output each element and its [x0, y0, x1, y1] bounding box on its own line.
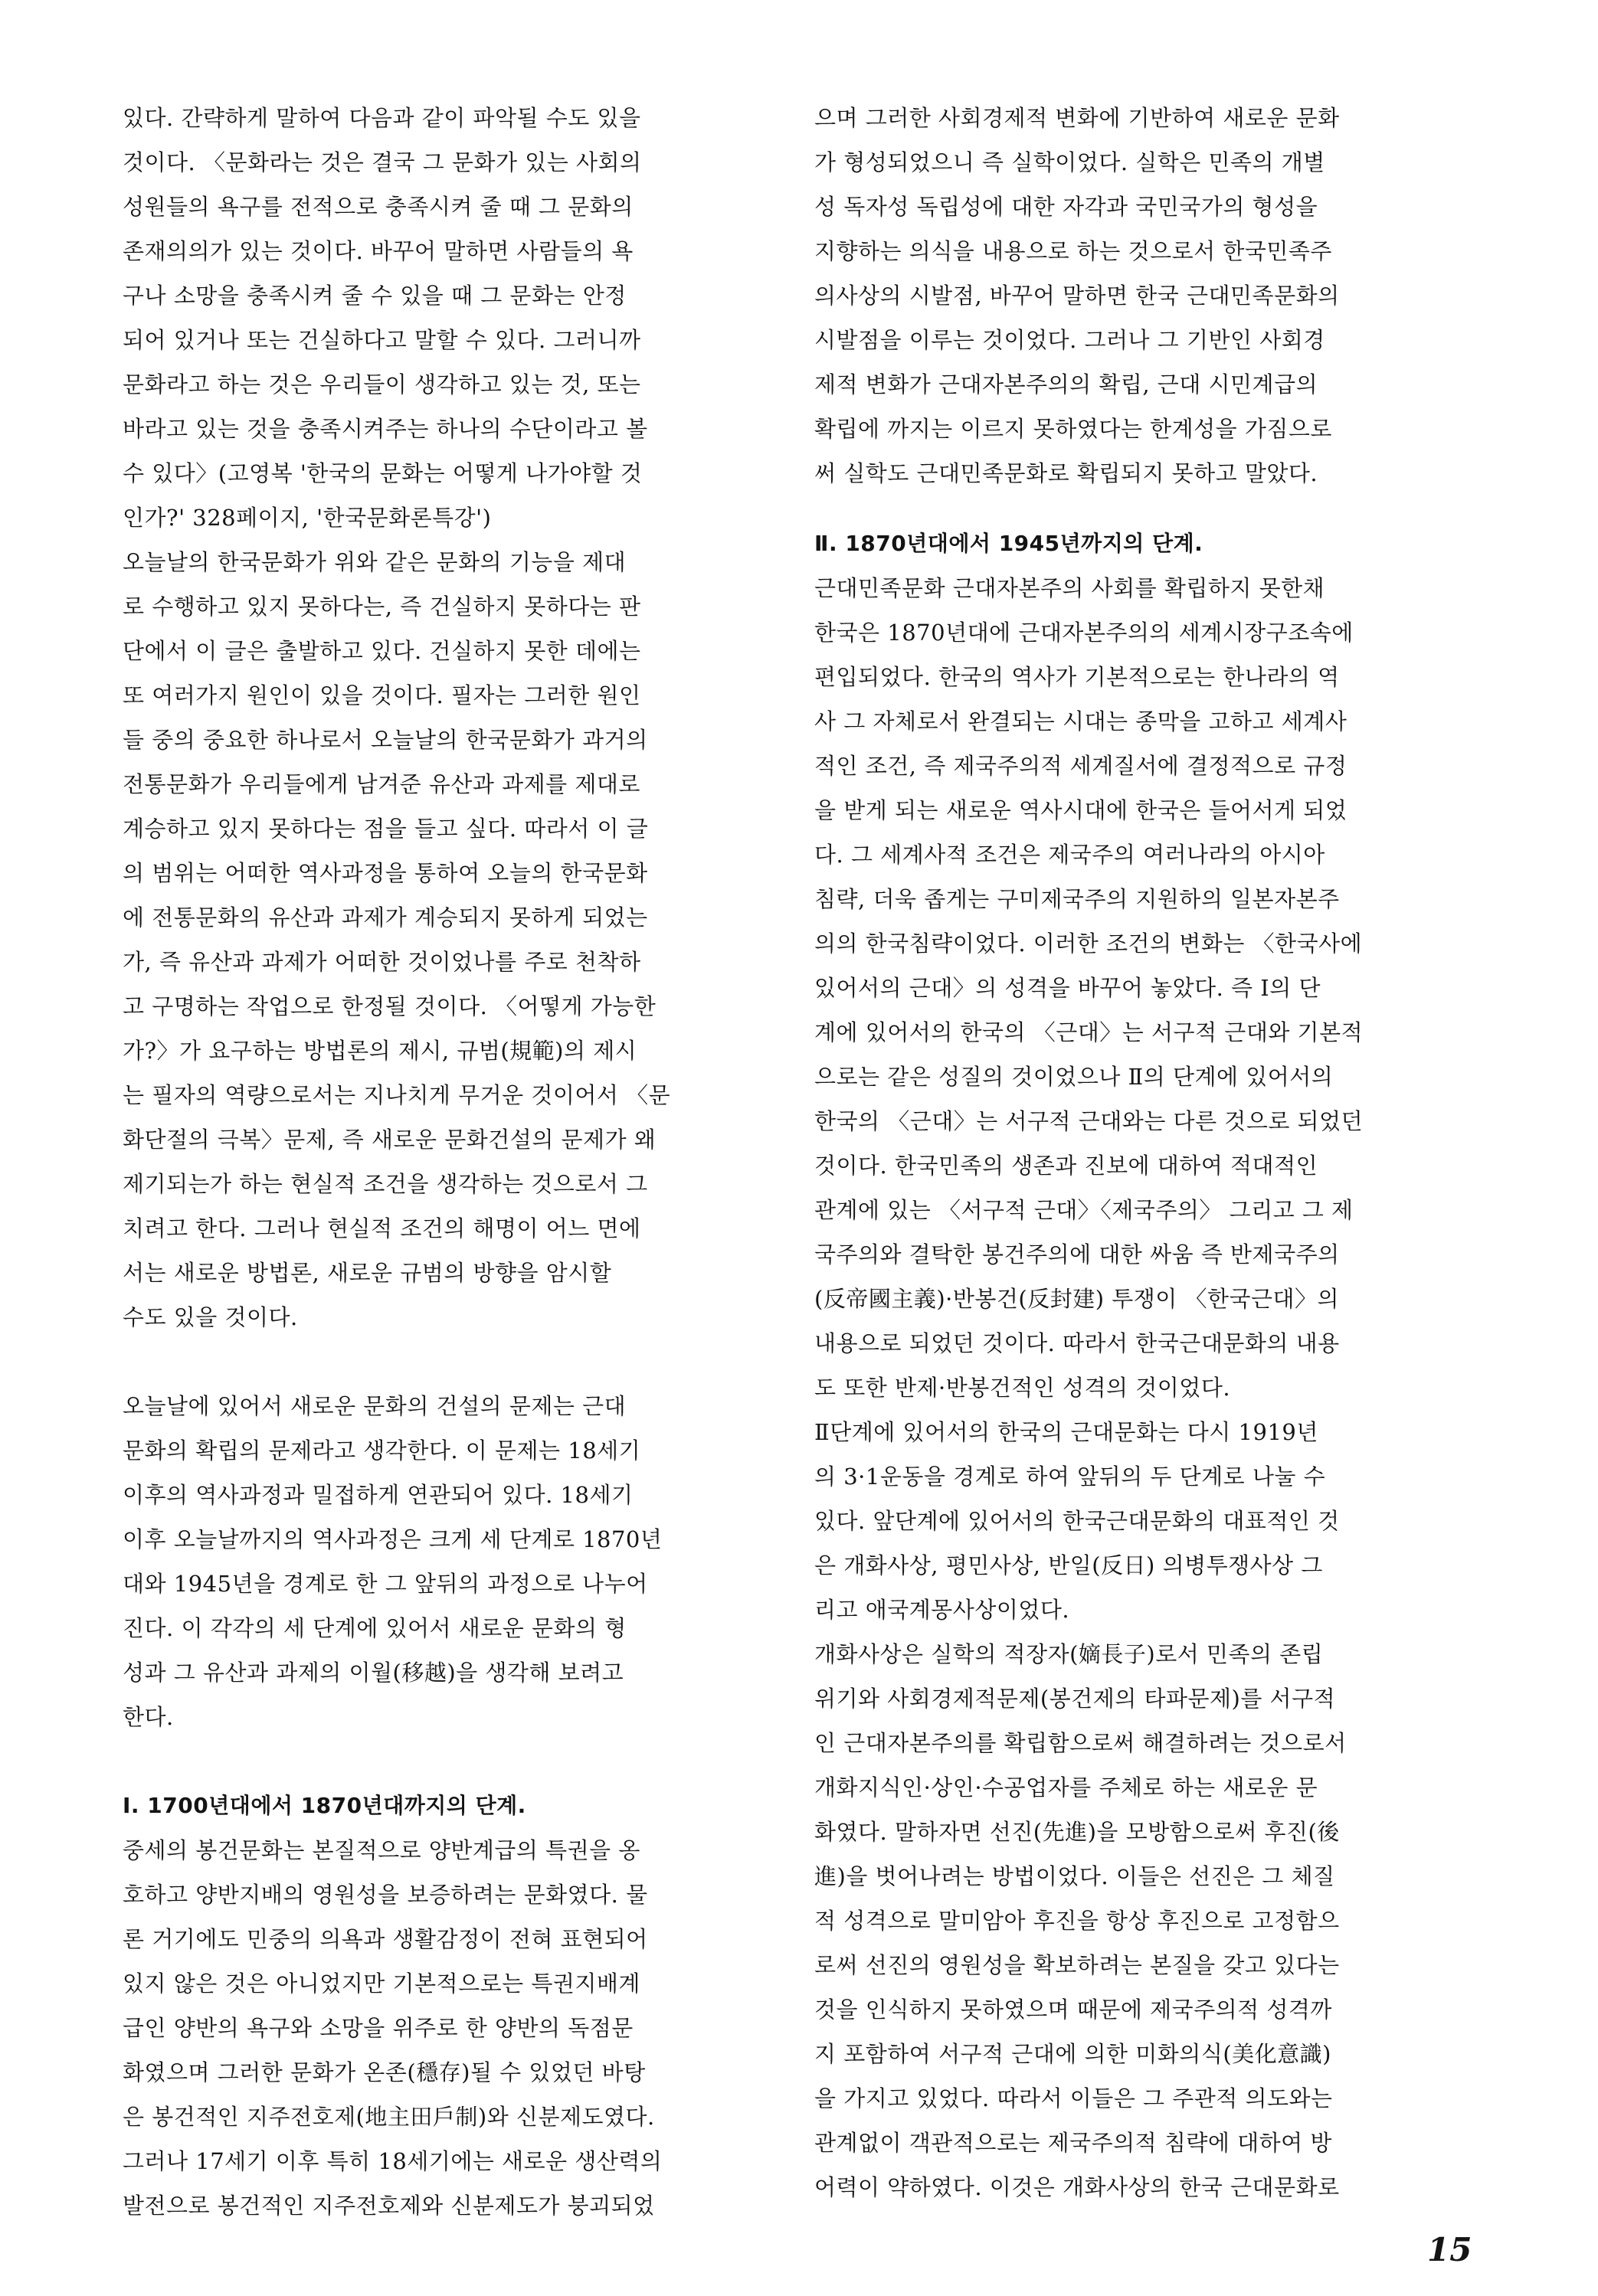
text-line: 는 필자의 역량으로서는 지나치게 무거운 것이어서 〈문 [123, 1082, 671, 1108]
text-line: 중세의 봉건문화는 본질적으로 양반계급의 특권을 옹 [123, 1837, 640, 1863]
text-line: 전통문화가 우리들에게 남겨준 유산과 과제를 제대로 [123, 771, 640, 797]
right-paragraph-4 [814, 1632, 1508, 2209]
text-line: 편입되었다. 한국의 역사가 기본적으로는 한나라의 역 [814, 664, 1340, 690]
text-line: 은 봉건적인 지주전호제(地主田戶制)와 신분제도였다. [123, 2104, 655, 2130]
text-line: 계승하고 있지 못하다는 점을 들고 싶다. 따라서 이 글 [123, 816, 649, 842]
left-paragraph-3 [123, 1384, 816, 1739]
left-paragraph-2 [123, 540, 816, 1339]
right-column [814, 96, 1508, 2209]
text-line: 로 수행하고 있지 못하다는, 즉 건실하지 못하다는 판 [123, 594, 641, 620]
text-line: 로써 선진의 영원성을 확보하려는 본질을 갖고 있다는 [814, 1952, 1340, 1978]
text-line: 계에 있어서의 한국의 〈근대〉는 서구적 근대와 기본적 [814, 1019, 1364, 1045]
text-line: 의 3·1운동을 경계로 하여 앞뒤의 두 단계로 나눌 수 [814, 1464, 1326, 1490]
text-line: 인가?' 328페이지, '한국문화론특강') [123, 505, 492, 531]
text-line: 급인 양반의 욕구와 소망을 위주로 한 양반의 독점문 [123, 2015, 634, 2041]
text-line: 성 독자성 독립성에 대한 자각과 국민국가의 형성을 [814, 194, 1318, 220]
text-line: 은 개화사상, 평민사상, 반일(反日) 의병투쟁사상 그 [814, 1552, 1323, 1578]
text-line: 들 중의 중요한 하나로서 오늘날의 한국문화가 과거의 [123, 727, 648, 753]
text-line: 또 여러가지 원인이 있을 것이다. 필자는 그러한 원인 [123, 682, 641, 708]
text-line: 적인 조건, 즉 제국주의적 세계질서에 결정적으로 규정 [814, 753, 1347, 779]
text-line: 에 전통문화의 유산과 과제가 계승되지 못하게 되었는 [123, 904, 648, 931]
text-line: 구나 소망을 충족시켜 줄 수 있을 때 그 문화는 안정 [123, 283, 627, 309]
text-line: 지향하는 의식을 내용으로 하는 것으로서 한국민족주 [814, 238, 1332, 264]
text-line: 단에서 이 글은 출발하고 있다. 건실하지 못한 데에는 [123, 638, 641, 664]
text-line: 적 성격으로 말미암아 후진을 항상 후진으로 고정함으 [814, 1908, 1340, 1934]
text-line: (反帝國主義)·반봉건(反封建) 투쟁이 〈한국근대〉의 [814, 1286, 1340, 1312]
text-line: 존재의의가 있는 것이다. 바꾸어 말하면 사람들의 욕 [123, 238, 634, 264]
text-line: 이후의 역사과정과 밀접하게 연관되어 있다. 18세기 [123, 1482, 634, 1508]
text-line: 화단절의 극복〉문제, 즉 새로운 문화건설의 문제가 왜 [123, 1127, 657, 1153]
text-line: 것이다. 〈문화라는 것은 결국 그 문화가 있는 사회의 [123, 149, 642, 175]
text-line: 호하고 양반지배의 영원성을 보증하려는 문화였다. 물 [123, 1882, 648, 1908]
text-line: 을 가지고 있었다. 따라서 이들은 그 주관적 의도와는 [814, 2085, 1333, 2111]
text-line: 제기되는가 하는 현실적 조건을 생각하는 것으로서 그 [123, 1171, 648, 1197]
text-line: 이후 오늘날까지의 역사과정은 크게 세 단계로 1870년 [123, 1526, 663, 1552]
text-line: 지 포함하여 서구적 근대에 의한 미화의식(美化意識) [814, 2041, 1331, 2067]
text-line: 으며 그러한 사회경제적 변화에 기반하여 새로운 문화 [814, 105, 1340, 131]
text-line: 발전으로 봉건적인 지주전호제와 신분제도가 붕괴되었 [123, 2193, 655, 2219]
text-line: Ⅱ단계에 있어서의 한국의 근대문화는 다시 1919년 [814, 1419, 1318, 1445]
text-line: 진다. 이 각각의 세 단계에 있어서 새로운 문화의 형 [123, 1615, 627, 1641]
text-line: 있어서의 근대〉의 성격을 바꾸어 놓았다. 즉 Ⅰ의 단 [814, 975, 1321, 1001]
text-line: 그러나 17세기 이후 특히 18세기에는 새로운 생산력의 [123, 2148, 663, 2174]
text-line: 치려고 한다. 그러나 현실적 조건의 해명이 어느 면에 [123, 1215, 641, 1241]
text-line: 개화사상은 실학의 적장자(嫡長子)로서 민족의 존립 [814, 1641, 1324, 1667]
text-line: 의의 한국침략이었다. 이러한 조건의 변화는 〈한국사에 [814, 931, 1363, 957]
text-line: 을 받게 되는 새로운 역사시대에 한국은 들어서게 되었 [814, 797, 1347, 823]
text-line: 시발점을 이루는 것이었다. 그러나 그 기반인 사회경 [814, 327, 1325, 353]
text-line: 으로는 같은 성질의 것이었으나 Ⅱ의 단계에 있어서의 [814, 1064, 1334, 1090]
text-line: 오늘날에 있어서 새로운 문화의 건설의 문제는 근대 [123, 1393, 627, 1419]
text-line: 문화의 확립의 문제라고 생각한다. 이 문제는 18세기 [123, 1437, 641, 1464]
text-line: 대와 1945년을 경계로 한 그 앞뒤의 과정으로 나누어 [123, 1571, 648, 1597]
text-line: 내용으로 되었던 것이다. 따라서 한국근대문화의 내용 [814, 1330, 1340, 1356]
text-line: 바라고 있는 것을 충족시켜주는 하나의 수단이라고 볼 [123, 416, 648, 442]
text-line: 의 범위는 어떠한 역사과정을 통하여 오늘의 한국문화 [123, 860, 648, 886]
text-line: 수 있다〉(고영복 '한국의 문화는 어떻게 나가야할 것 [123, 460, 643, 486]
text-line: 한국은 1870년대에 근대자본주의의 세계시장구조속에 [814, 620, 1354, 646]
left-column [123, 96, 816, 2228]
text-line: 의사상의 시발점, 바꾸어 말하면 한국 근대민족문화의 [814, 283, 1340, 309]
text-line: 수도 있을 것이다. [123, 1304, 298, 1330]
text-line: 사 그 자체로서 완결되는 시대는 종막을 고하고 세계사 [814, 708, 1347, 734]
text-line: 고 구명하는 작업으로 한정될 것이다. 〈어떻게 가능한 [123, 993, 657, 1019]
paragraph-gap [123, 1739, 816, 1784]
text-line: 오늘날의 한국문화가 위와 같은 문화의 기능을 제대 [123, 549, 627, 575]
text-line: 개화지식인·상인·수공업자를 주체로 하는 새로운 문 [814, 1774, 1318, 1800]
text-line: 가, 즉 유산과 과제가 어떠한 것이었나를 주로 천착하 [123, 949, 641, 975]
text-line: 되어 있거나 또는 건실하다고 말할 수 있다. 그러니까 [123, 327, 641, 353]
text-line: 국주의와 결탁한 봉건주의에 대한 싸움 즉 반제국주의 [814, 1241, 1340, 1267]
text-line: 있다. 앞단계에 있어서의 한국근대문화의 대표적인 것 [814, 1508, 1340, 1534]
text-line: 제적 변화가 근대자본주의의 확립, 근대 시민계급의 [814, 371, 1318, 397]
left-paragraph-4 [123, 1828, 816, 2228]
text-line: 한다. [123, 1704, 174, 1730]
text-line: 론 거기에도 민중의 의욕과 생활감정이 전혀 표현되어 [123, 1926, 648, 1952]
text-line: 침략, 더욱 좁게는 구미제국주의 지원하의 일본자본주 [814, 886, 1340, 912]
text-line: 써 실학도 근대민족문화로 확립되지 못하고 말았다. [814, 460, 1318, 486]
text-line: 있지 않은 것은 아니었지만 기본적으로는 특권지배계 [123, 1971, 640, 1997]
text-line: 화였으며 그러한 문화가 온존(穩存)될 수 있었던 바탕 [123, 2059, 646, 2085]
right-paragraph-3 [814, 1410, 1508, 1632]
text-line: 어력이 약하였다. 이것은 개화사상의 한국 근대문화로 [814, 2174, 1340, 2200]
text-line: 관계없이 객관적으로는 제국주의적 침략에 대하여 방 [814, 2130, 1332, 2156]
left-paragraph-1 [123, 96, 816, 540]
text-line: 리고 애국계몽사상이었다. [814, 1597, 1070, 1623]
section-heading-2: Ⅱ. 1870년대에서 1945년까지의 단계. [814, 531, 1203, 556]
right-paragraph-2 [814, 566, 1508, 1410]
text-line: 위기와 사회경제적문제(봉건제의 타파문제)를 서구적 [814, 1686, 1336, 1712]
right-paragraph-1 [814, 96, 1508, 496]
page-number: 15 [1427, 2231, 1472, 2268]
text-line: 가?〉가 요구하는 방법론의 제시, 규범(規範)의 제시 [123, 1038, 637, 1064]
text-line: 서는 새로운 방법론, 새로운 규범의 방향을 암시할 [123, 1260, 612, 1286]
text-line: 進)을 벗어나려는 방법이었다. 이들은 선진은 그 체질 [814, 1863, 1335, 1889]
text-line: 확립에 까지는 이르지 못하였다는 한계성을 가짐으로 [814, 416, 1332, 442]
text-line: 화였다. 말하자면 선진(先進)을 모방함으로써 후진(後 [814, 1819, 1340, 1845]
text-line: 있다. 간략하게 말하여 다음과 같이 파악될 수도 있을 [123, 105, 641, 131]
text-line: 것이다. 한국민족의 생존과 진보에 대하여 적대적인 [814, 1153, 1318, 1179]
text-line: 인 근대자본주의를 확립함으로써 해결하려는 것으로서 [814, 1730, 1347, 1756]
text-line: 한국의 〈근대〉는 서구적 근대와는 다른 것으로 되었던 [814, 1108, 1364, 1134]
text-line: 문화라고 하는 것은 우리들이 생각하고 있는 것, 또는 [123, 371, 641, 397]
text-line: 가 형성되었으니 즉 실학이었다. 실학은 민족의 개별 [814, 149, 1325, 175]
text-line: 도 또한 반제·반봉건적인 성격의 것이었다. [814, 1375, 1231, 1401]
text-line: 성원들의 욕구를 전적으로 충족시켜 줄 때 그 문화의 [123, 194, 634, 220]
text-line: 성과 그 유산과 과제의 이월(移越)을 생각해 보려고 [123, 1660, 624, 1686]
text-line: 관계에 있는 〈서구적 근대〉〈제국주의〉 그리고 그 제 [814, 1197, 1354, 1223]
text-line: 다. 그 세계사적 조건은 제국주의 여러나라의 아시아 [814, 842, 1325, 868]
paragraph-gap [123, 1339, 816, 1384]
text-line: 근대민족문화 근대자본주의 사회를 확립하지 못한채 [814, 575, 1325, 601]
section-heading-1: Ⅰ. 1700년대에서 1870년대까지의 단계. [123, 1793, 526, 1818]
text-line: 것을 인식하지 못하였으며 때문에 제국주의적 성격까 [814, 1997, 1332, 2023]
paragraph-gap [814, 496, 1508, 522]
